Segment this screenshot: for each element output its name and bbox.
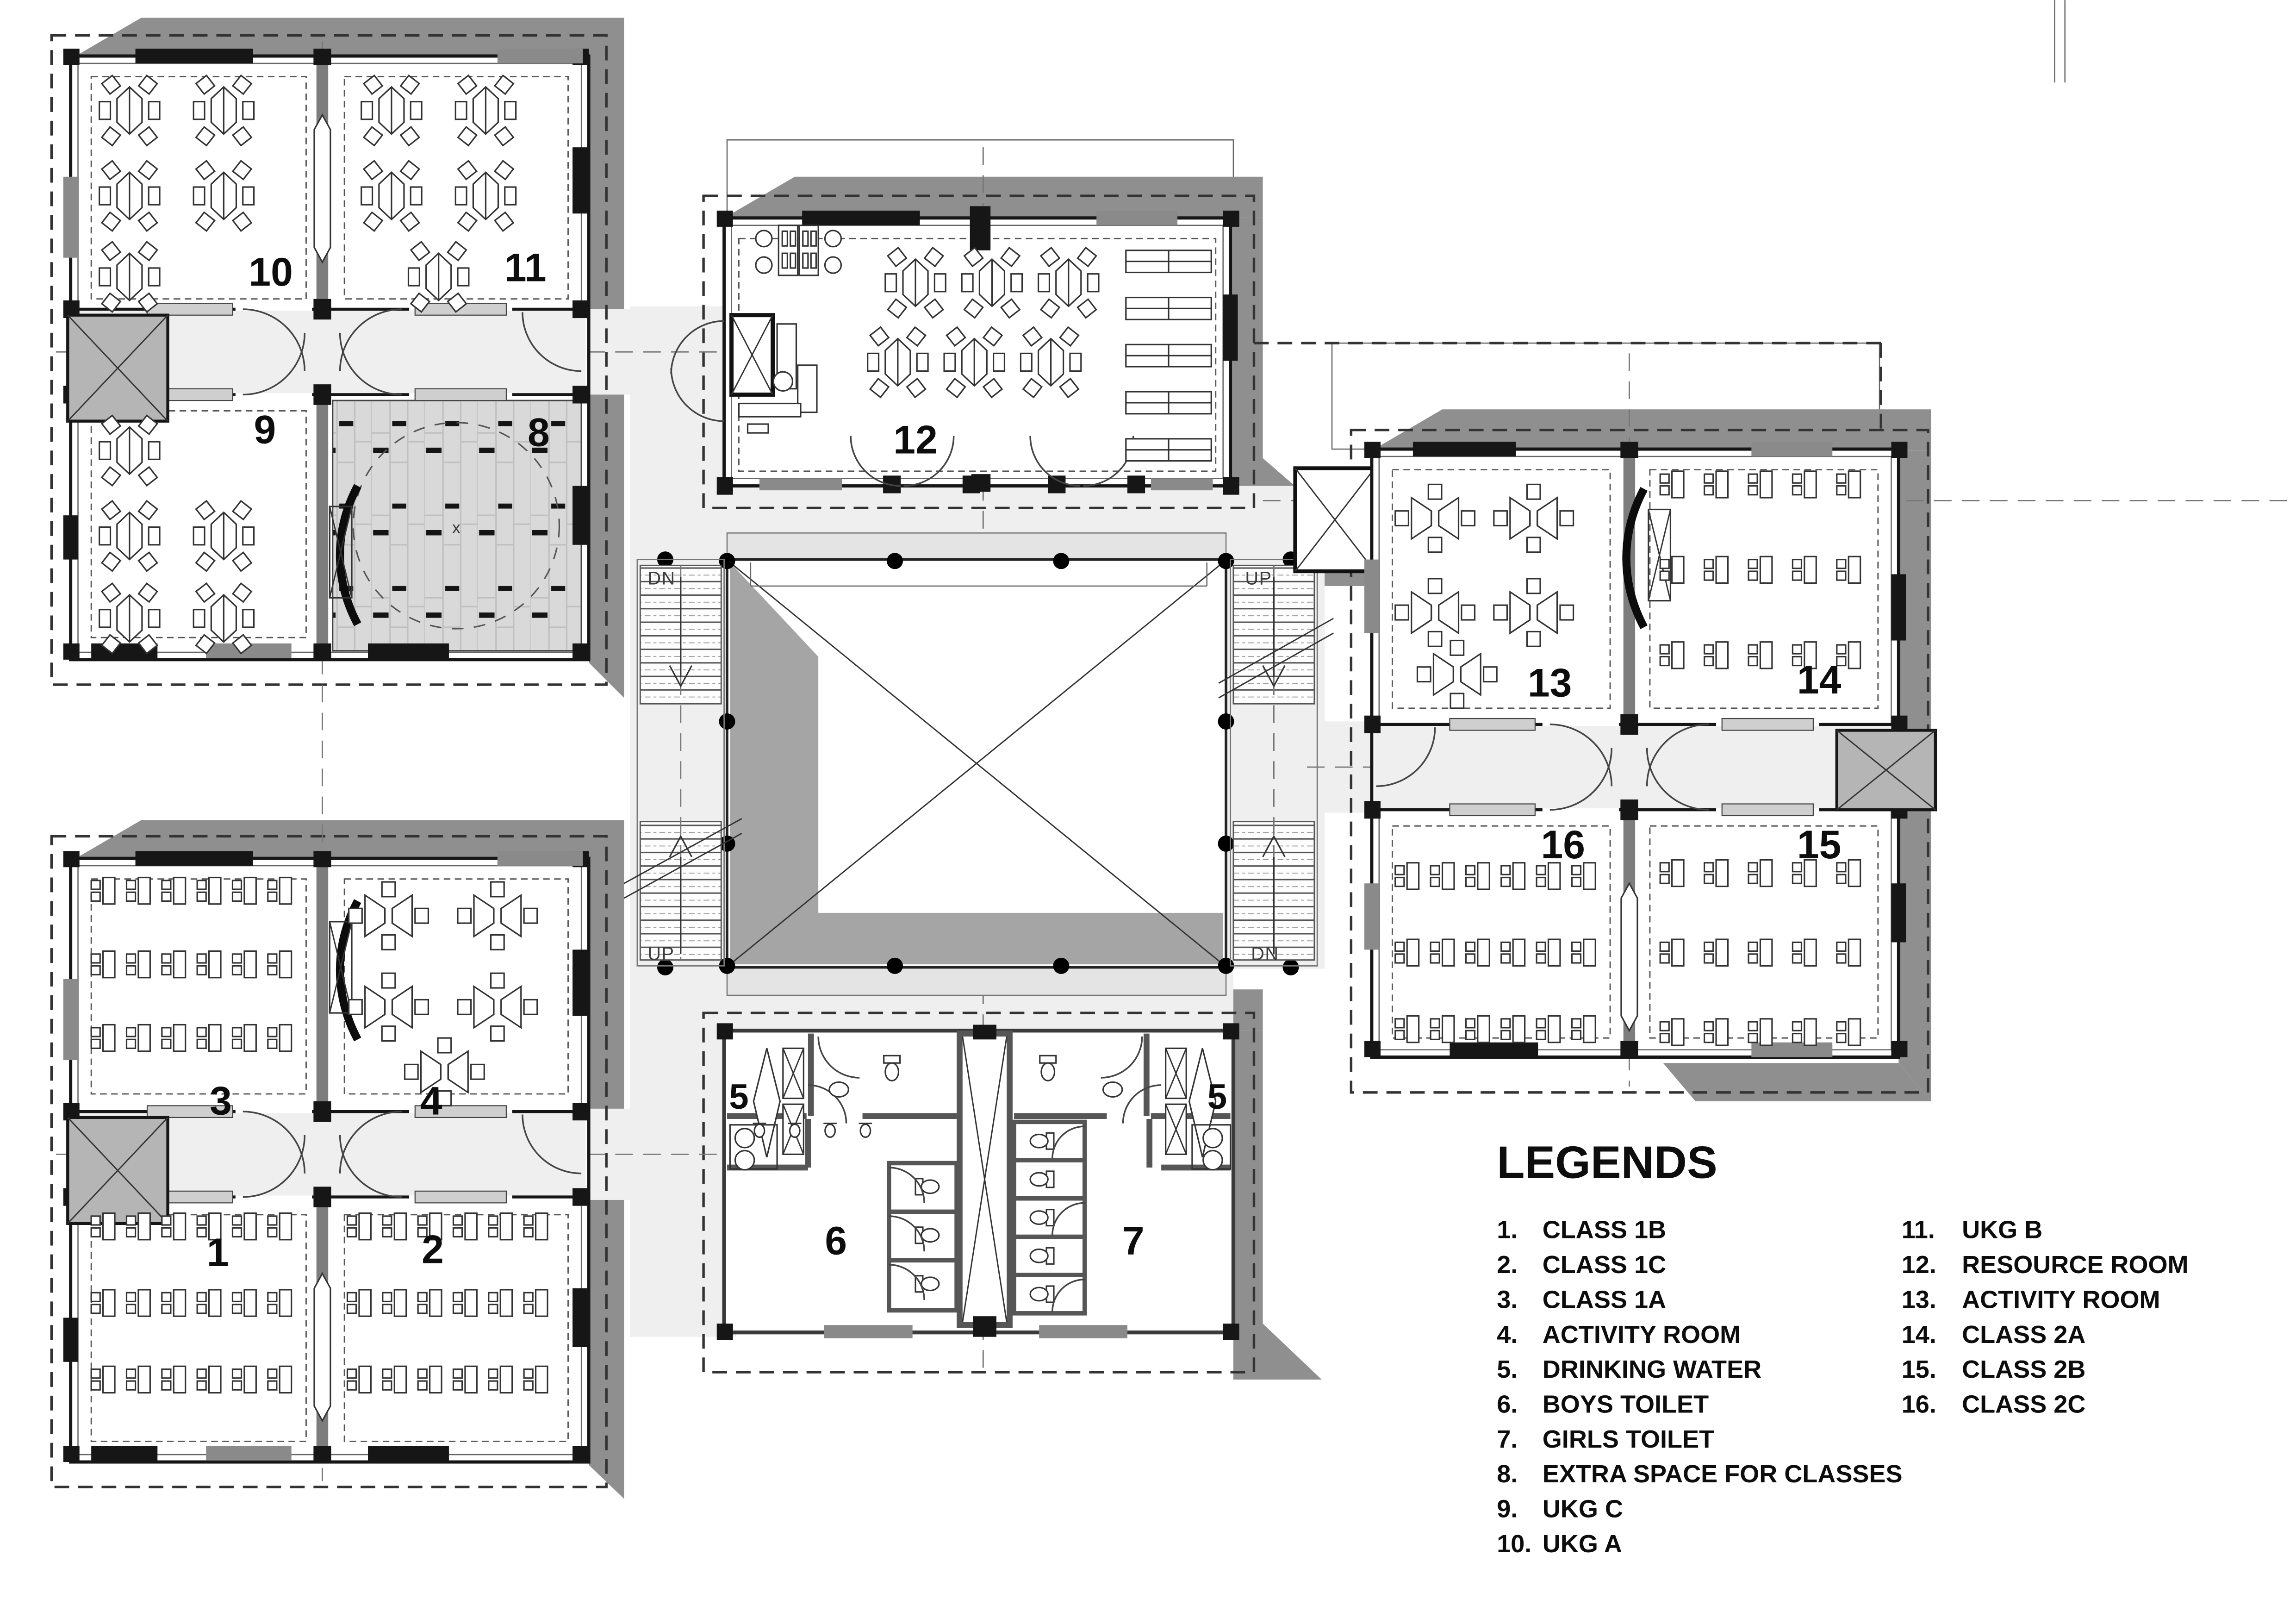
svg-text:3.CLASS 1A: 3. CLASS 1A	[1497, 1286, 1667, 1314]
legend-column-2	[1902, 1216, 2189, 1418]
duct-shaft	[959, 1025, 1009, 1337]
svg-text:13.ACTIVITY ROOM: 13. ACTIVITY ROOM	[1901, 1286, 2160, 1314]
svg-text:10.UKG A: 10. UKG A	[1497, 1530, 1622, 1558]
svg-text:9.UKG C: 9. UKG C	[1497, 1495, 1623, 1523]
room-13-label: 13	[1527, 661, 1572, 706]
stair-label: UP	[1245, 568, 1272, 589]
stair-label: DN	[647, 568, 676, 589]
stair-label: DN	[1251, 943, 1279, 964]
building-bottom-left	[63, 851, 589, 1462]
svg-text:4.ACTIVITY ROOM: 4. ACTIVITY ROOM	[1497, 1320, 1741, 1349]
stair-label: UP	[647, 943, 675, 964]
svg-text:2.CLASS 1C: 2. CLASS 1C	[1497, 1251, 1667, 1279]
room-14-label: 14	[1797, 657, 1842, 702]
svg-text:11.UKG B: 11. UKG B	[1901, 1216, 2043, 1244]
room-2-label: 2	[422, 1227, 444, 1272]
svg-text:7.GIRLS TOILET: 7. GIRLS TOILET	[1497, 1425, 1715, 1453]
legend-column-1	[1497, 1216, 1902, 1558]
building-resource-room	[671, 206, 1239, 494]
svg-text:14.CLASS 2A: 14. CLASS 2A	[1901, 1320, 2086, 1349]
room-12-label: 12	[893, 418, 938, 462]
room-6-label: 6	[825, 1218, 847, 1263]
room-8-label: 8	[528, 410, 550, 455]
room-3-label: 3	[210, 1079, 232, 1124]
svg-text:5.DRINKING WATER: 5. DRINKING WATER	[1497, 1355, 1762, 1384]
building-right	[1364, 442, 1935, 1057]
shaft-bottom-left	[68, 1118, 168, 1224]
room-10-label: 10	[249, 250, 293, 295]
svg-text:x: x	[452, 518, 460, 537]
svg-text:12.RESOURCE ROOM: 12. RESOURCE ROOM	[1901, 1251, 2189, 1279]
shaft-courtyard	[1295, 468, 1375, 571]
svg-text:16.CLASS 2C: 16. CLASS 2C	[1901, 1390, 2086, 1418]
room-15-label: 15	[1797, 823, 1842, 868]
building-toilets	[717, 1023, 1239, 1340]
svg-text:1.CLASS 1B: 1. CLASS 1B	[1497, 1216, 1667, 1244]
shaft-top-left	[68, 315, 168, 421]
legend	[1497, 1137, 2188, 1558]
svg-text:15.CLASS 2B: 15. CLASS 2B	[1901, 1355, 2086, 1384]
legend-title: LEGENDS	[1497, 1137, 1717, 1188]
room-5-left-label: 5	[729, 1077, 749, 1117]
shaft-right	[1837, 731, 1935, 810]
room-7-label: 7	[1122, 1218, 1145, 1263]
room-11-label: 11	[504, 245, 547, 290]
room-9-label: 9	[254, 407, 276, 452]
svg-text:6.BOYS TOILET: 6. BOYS TOILET	[1497, 1390, 1709, 1418]
room-5-right-label: 5	[1207, 1077, 1227, 1117]
room-1-label: 1	[206, 1230, 229, 1275]
room-16-label: 16	[1541, 823, 1586, 868]
room-4-label: 4	[420, 1079, 442, 1124]
svg-text:8.EXTRA SPACE FOR CLASSES: 8. EXTRA SPACE FOR CLASSES	[1497, 1460, 1903, 1488]
building-top-left	[63, 49, 589, 660]
